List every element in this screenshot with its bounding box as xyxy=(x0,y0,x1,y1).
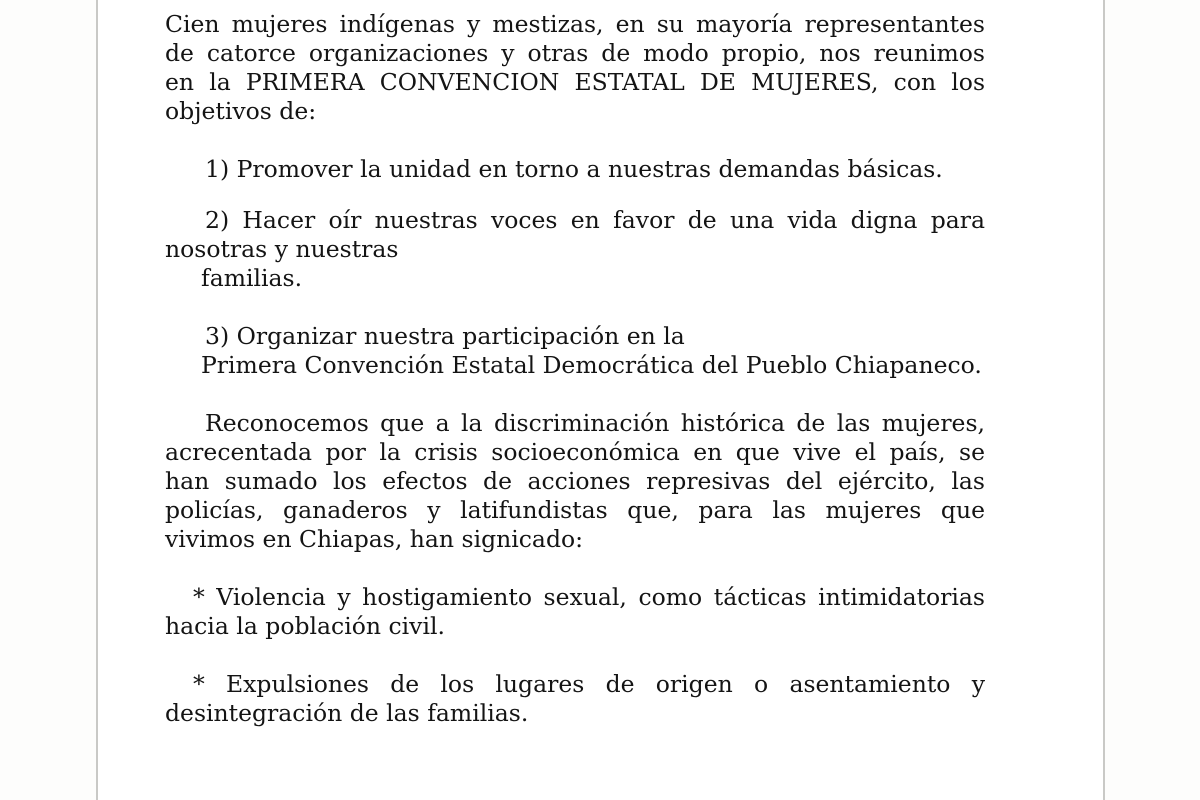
recognition-line: acrecentada por la crisis socioeconómica en que vive el país, se xyxy=(165,438,985,466)
bullet-violence-line: hacia la población civil. xyxy=(165,612,445,640)
intro-line: en la PRIMERA CONVENCION ESTATAL DE MUJERES, con los xyxy=(165,68,985,96)
recognition-line: Reconocemos que a la discriminación histórica de las mujeres, xyxy=(205,409,985,437)
objective-1 xyxy=(165,155,985,184)
objective-2 xyxy=(165,206,985,293)
intro-paragraph xyxy=(165,10,985,126)
objective-3-line: 3) Organizar nuestra participación en la xyxy=(205,322,685,350)
bullet-violence xyxy=(165,583,985,641)
bullet-expulsions-line: * Expulsiones de los lugares de origen o asentamiento y xyxy=(193,670,985,698)
objective-3 xyxy=(165,322,985,380)
recognition-line: han sumado los efectos de acciones represivas del ejército, las xyxy=(165,467,985,495)
bullet-expulsions xyxy=(165,670,985,728)
objective-2-line: nosotras y nuestras xyxy=(165,235,399,263)
objective-1-line: 1) Promover la unidad en torno a nuestras demandas básicas. xyxy=(205,155,943,183)
recognition-line: policías, ganaderos y latifundistas que, para las mujeres que xyxy=(165,496,985,524)
page-right-edge xyxy=(1103,0,1105,800)
recognition-paragraph xyxy=(165,409,985,554)
objective-2-line: familias. xyxy=(201,264,303,292)
recognition-line: vivimos en Chiapas, han signicado: xyxy=(165,525,584,553)
objective-2-line: 2) Hacer oír nuestras voces en favor de una vida digna para xyxy=(205,206,985,234)
objective-3-line: Primera Convención Estatal Democrática del Pueblo Chiapaneco. xyxy=(201,351,982,379)
bullet-expulsions-line: desintegración de las familias. xyxy=(165,699,529,727)
intro-line: Cien mujeres indígenas y mestizas, en su mayoría representantes xyxy=(165,10,985,38)
bullet-violence-line: * Violencia y hostigamiento sexual, como tácticas intimidatorias xyxy=(193,583,985,611)
intro-line: objetivos de: xyxy=(165,97,317,125)
intro-line: de catorce organizaciones y otras de modo propio, nos reunimos xyxy=(165,39,985,67)
document-body xyxy=(165,10,985,728)
